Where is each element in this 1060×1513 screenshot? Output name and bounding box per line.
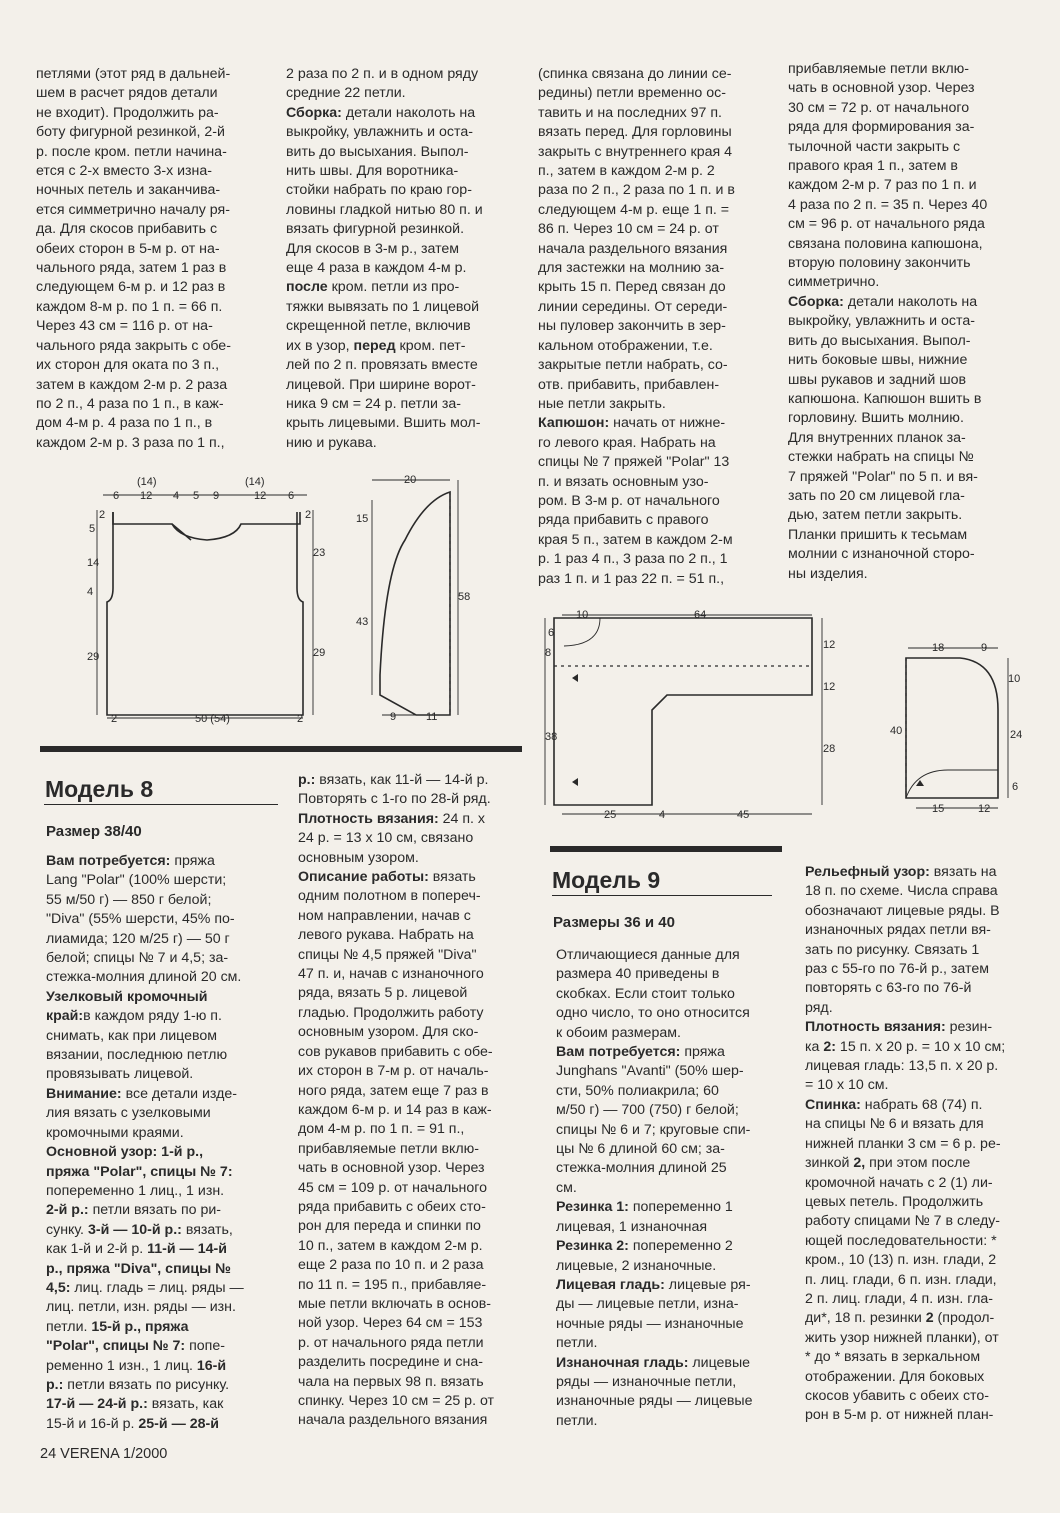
text-line: гладью. Продолжить работу: [298, 1004, 484, 1021]
text-line: правого края 1 п., затем в: [788, 158, 958, 175]
text-line: нижней планки 3 см = 6 р. ре-: [805, 1135, 1001, 1152]
dimension-label: 20: [404, 474, 417, 486]
text-line: Вам потребуется: пряжа: [556, 1044, 725, 1061]
text-line: ряда прибавить с правого: [538, 512, 709, 529]
text-line: ряда прибавить с обеих сто-: [298, 1198, 486, 1215]
text-line: Сборка: детали наколоть на: [286, 104, 476, 121]
text-line: прибавляемые петли вклю-: [298, 1140, 480, 1157]
text-line: лицевая гладь: 13,5 п. х 20 р.: [805, 1058, 999, 1075]
text-line: лицевая, 1 изнаночная: [556, 1218, 708, 1235]
text-line: основным узором. Для ско-: [298, 1024, 479, 1041]
text-line: провязывать лицевой.: [46, 1066, 194, 1083]
text-line: Для внутренних планок за-: [788, 429, 966, 446]
text-line: чального ряда закрыть с обе-: [36, 337, 231, 354]
text-line: разделить посредине и сна-: [298, 1354, 483, 1371]
text-line: попеременно 1 лиц., 1 изн.: [46, 1182, 225, 1199]
text-line: дом 4-м р. 4 раза по 1 п., в: [36, 415, 213, 432]
text-line: "Polar", спицы № 7: попе-: [46, 1338, 225, 1355]
text-line: зинкой 2, при этом после: [805, 1155, 971, 1172]
text-line: Lang "Polar" (100% шерсти;: [46, 872, 227, 889]
text-line: чального ряда, затем 1 раз в: [36, 260, 227, 277]
dimension-label: 12: [254, 490, 267, 502]
text-line: (спинка связана до линии се-: [538, 66, 732, 82]
text-line: обеих сторон в 5-м р. от на-: [36, 240, 220, 257]
model9-col-a: [556, 946, 777, 1431]
dimension-label: 10: [576, 609, 589, 621]
sleeve-pattern-diagram-model8: [350, 470, 480, 730]
top-col-3: [538, 65, 766, 589]
text-line: см = 96 р. от начального ряда: [788, 216, 985, 233]
text-line: Резинка 2: попеременно 2: [556, 1238, 733, 1255]
text-line: стойки набрать по краю гор-: [286, 182, 472, 199]
dimension-label: 9: [981, 642, 988, 654]
text-line: ные петли закрыть.: [538, 395, 666, 412]
text-line: ловины гладкой нитью 80 п. и: [286, 201, 483, 218]
text-line: дью, затем петли закрыть.: [788, 507, 963, 524]
text-line: обозначают лицевые ряды. В: [805, 902, 1000, 919]
text-line: одно число, то оно относится: [556, 1005, 750, 1022]
model9-title-underline: [552, 895, 772, 896]
text-line: цы № 6 длиной 60 см; за-: [556, 1141, 725, 1158]
dimension-label: 12: [823, 639, 836, 651]
text-line: редины) петли временно ос-: [538, 85, 726, 102]
text-line: тылочной части закрыть с: [788, 138, 961, 155]
text-line: чать в основной узор. Через: [298, 1160, 485, 1177]
text-line: вязать фигурной резинкой.: [286, 221, 465, 238]
text-line: швы рукавов и задний шов: [788, 371, 967, 388]
text-line: р.: вязать, как 11-й — 14-й р.: [298, 772, 489, 788]
text-line: по 11 п. = 195 п., прибавляе-: [298, 1276, 487, 1293]
text-line: лицевые, 2 изнаночные.: [556, 1257, 717, 1274]
text-line: го левого края. Набрать на: [538, 434, 716, 451]
dimension-label: 11: [426, 711, 438, 723]
text-line: рон в 5-м р. от нижней план-: [805, 1407, 994, 1424]
text-line: размера 40 приведены в: [556, 966, 720, 983]
dimension-label: 12: [140, 490, 153, 502]
text-line: нить боковые швы, нижние: [788, 352, 968, 369]
text-line: тавить и на последних 97 п.: [538, 104, 723, 121]
text-line: вить до высыхания. Выпол-: [286, 143, 469, 160]
text-line: чать в основной узор. Через: [788, 80, 975, 97]
dimension-label: 38: [545, 731, 558, 743]
text-line: повторять с 63-го по 76-й: [805, 980, 972, 997]
text-line: капюшона. Капюшон вшить в: [788, 390, 982, 407]
text-line: пряжа "Polar", спицы № 7:: [46, 1163, 233, 1180]
text-line: каждом 2-м р. 7 раз по 1 п. и: [788, 177, 977, 194]
top-col-4: [788, 60, 1016, 584]
text-line: 18 п. по схеме. Числа справа: [805, 883, 998, 900]
dimension-label: 12: [978, 803, 991, 815]
text-line: р. после кром. петли начина-: [36, 143, 227, 160]
text-line: сунку. 3-й — 10-й р.: вязать,: [46, 1221, 233, 1238]
text-line: р., пряжа "Diva", спицы №: [46, 1260, 231, 1277]
text-line: каждом 6-м р. и 14 раз в каж-: [298, 1101, 492, 1118]
text-line: 24 р. = 13 х 10 см, связано: [298, 830, 474, 847]
text-line: спинку. Через 10 см = 25 р. от: [298, 1393, 495, 1409]
text-line: тяжки вывязать по 1 лицевой: [286, 298, 480, 315]
text-line: рон для переда и спинки по: [298, 1218, 481, 1235]
text-line: спицы № 7 пряжей "Polar" 13: [538, 454, 730, 471]
text-line: ны пуловер закончить в зер-: [538, 318, 726, 335]
dimension-label: 64: [694, 609, 707, 621]
dimension-label: 14: [87, 557, 100, 569]
text-line: Повторять с 1-го по 28-й ряд.: [298, 791, 491, 808]
text-line: ны изделия.: [788, 565, 868, 582]
text-line: закрыть с внутреннего края 4: [538, 143, 733, 160]
text-line: ной узор. Через 64 см = 153: [298, 1315, 483, 1332]
text-line: Капюшон: начать от нижне-: [538, 415, 726, 432]
text-line: дом 4-м р. по 1 п. = 91 п.,: [298, 1121, 465, 1138]
text-line: 2 раза по 2 п. и в одном ряду: [286, 66, 479, 82]
text-line: Резинка 1: попеременно 1: [556, 1199, 733, 1216]
text-line: нию и рукава.: [286, 434, 377, 451]
text-line: каждом 2-м р. 3 раза по 1 п.,: [36, 434, 225, 451]
text-line: отв. прибавить, прибавлен-: [538, 376, 720, 393]
text-line: кромочными краями.: [46, 1124, 184, 1141]
text-line: Отличающиеся данные для: [556, 947, 740, 963]
text-line: Для скосов в 3-м р., затем: [286, 240, 460, 257]
dimension-label: 12: [823, 681, 836, 693]
dimension-label: 6: [113, 490, 120, 502]
text-line: ется симметрично началу ря-: [36, 201, 230, 218]
dimension-label: 23: [313, 547, 325, 559]
dimension-label: 4: [173, 490, 180, 502]
text-line: следующем 4-м р. еще 1 п. =: [538, 201, 730, 218]
text-line: 45 см = 109 р. от начального: [298, 1179, 487, 1196]
text-line: работу спицами № 7 в следу-: [805, 1213, 1001, 1230]
dimension-label: 2: [111, 713, 118, 725]
text-line: их сторон для оката по 3 п.,: [36, 357, 220, 374]
text-line: ди*, 18 п. резинки 2 (продол-: [805, 1310, 995, 1327]
text-line: изнаночные ряды — лицевые: [556, 1393, 753, 1410]
text-line: лиамида; 120 м/25 г) — 50 г: [46, 930, 230, 947]
text-line: ременно 1 изн., 1 лиц. 16-й: [46, 1357, 227, 1374]
dimension-label: 15: [932, 803, 945, 815]
text-line: одним полотном в попереч-: [298, 888, 481, 905]
text-line: ного ряда, затем еще 7 раз в: [298, 1082, 489, 1099]
text-line: см.: [556, 1179, 577, 1196]
text-line: Описание работы: вязать: [298, 869, 476, 886]
text-line: ника 9 см = 24 р. петли за-: [286, 395, 462, 412]
text-line: 15-й и 16-й р. 25-й — 28-й: [46, 1415, 219, 1432]
text-line: сти, 50% полиакрила; 60: [556, 1082, 719, 1099]
text-line: нить швы. Для воротника-: [286, 163, 459, 180]
dimension-label: 6: [548, 627, 555, 639]
dimension-label: 10: [1008, 673, 1021, 685]
text-line: начала раздельного вязания: [538, 240, 728, 257]
text-line: спицы № 4,5 пряжей "Diva": [298, 946, 477, 963]
text-line: сов рукавов прибавить с обе-: [298, 1043, 493, 1060]
dimension-label: 24: [1010, 729, 1023, 741]
model8-col-a: [46, 852, 269, 1434]
text-line: молнии с изнаночной сторо-: [788, 546, 975, 563]
model8-title-underline: [44, 804, 278, 805]
text-line: вить до высыхания. Выпол-: [788, 332, 971, 349]
model9-col-b: [805, 863, 1028, 1426]
dimension-label: 2: [297, 713, 304, 725]
text-line: скобках. Если стоит только: [556, 985, 735, 1002]
text-line: "Diva" (55% шерсти, 45% по-: [46, 911, 235, 928]
text-line: ды — лицевые петли, изна-: [556, 1296, 739, 1313]
text-line: скрещенной петле, включив: [286, 318, 471, 335]
text-line: Плотность вязания: резин-: [805, 1019, 993, 1036]
text-line: цевых петель. Продолжить: [805, 1193, 984, 1210]
text-line: еще 2 раза по 10 п. и 2 раза: [298, 1257, 484, 1274]
text-line: ется с 2-х вместо 3-х изна-: [36, 163, 212, 180]
text-line: вязать перед. Для горловины: [538, 124, 732, 141]
text-line: стежки набрать на спицы №: [788, 449, 974, 466]
text-line: 86 п. Через 10 см = 24 р. от: [538, 221, 719, 238]
text-line: 4 раза по 2 п. = 35 п. Через 40: [788, 196, 988, 213]
text-line: края 5 п., затем в каждом 2-м: [538, 531, 733, 548]
hood-pattern-diagram: [888, 638, 1028, 828]
text-line: Внимание: все детали изде-: [46, 1085, 237, 1102]
text-line: 7 пряжей "Polar" по 5 п. и вя-: [788, 468, 978, 485]
text-line: шем в расчет рядов детали: [36, 85, 218, 102]
text-line: чала на первых 98 п. вязать: [298, 1373, 484, 1390]
text-line: каждом 8-м р. по 1 п. = 66 п.: [36, 298, 223, 315]
text-line: левого рукава. Набрать на: [298, 927, 474, 944]
text-line: к обоим размерам.: [556, 1024, 681, 1041]
text-line: вязании, последнюю петлю: [46, 1047, 228, 1064]
text-line: 10 п., затем в каждом 2-м р.: [298, 1237, 483, 1254]
text-line: следующем 6-м р. и 12 раз в: [36, 279, 226, 296]
text-line: ночных петель и заканчива-: [36, 182, 221, 199]
text-line: Вам потребуется: пряжа: [46, 853, 215, 869]
dimension-label: 50 (54): [195, 713, 230, 725]
text-line: кальном отображении, т.е.: [538, 337, 713, 354]
dimension-label: 28: [823, 743, 836, 755]
text-line: прибавляемые петли вклю-: [788, 61, 970, 77]
text-line: 55 м/50 г) — 850 г белой;: [46, 891, 212, 908]
text-line: симметрично.: [788, 274, 880, 291]
text-line: крыть лицевыми. Вшить мол-: [286, 415, 481, 432]
text-line: м/50 г) — 700 (750) г белой;: [556, 1102, 739, 1119]
text-line: как 1-й и 2-й р. 11-й — 14-й: [46, 1241, 227, 1258]
text-line: линии середины. От середи-: [538, 298, 728, 315]
top-col-1: [36, 65, 258, 453]
text-line: да. Для скосов прибавить с: [36, 221, 218, 238]
text-line: зать по 20 см лицевой гла-: [788, 487, 965, 504]
model8-size: Размер 38/40: [46, 823, 142, 840]
dimension-label: 45: [737, 809, 750, 821]
text-line: начала раздельного вязания: [298, 1412, 488, 1429]
text-line: основным узором.: [298, 849, 419, 866]
text-line: мые петли включать в основ-: [298, 1295, 491, 1312]
text-line: 47 п. и, начав с изнаночного: [298, 966, 484, 983]
dimension-label: 8: [545, 647, 552, 659]
text-line: на спицы № 6 и вязать для: [805, 1116, 984, 1133]
text-line: закрытые петли набрать, со-: [538, 357, 728, 374]
dimension-label: 2: [305, 509, 312, 521]
text-line: боту фигурной резинкой, 2-й: [36, 124, 225, 141]
text-line: = 10 х 10 см.: [805, 1077, 889, 1094]
text-line: связана половина капюшона,: [788, 235, 983, 252]
text-line: Рельефный узор: вязать на: [805, 864, 997, 880]
text-line: снимать, как при лицевом: [46, 1027, 218, 1044]
text-line: выкройку, увлажнить и оста-: [286, 124, 473, 141]
dimension-label: 58: [458, 591, 471, 603]
text-line: р.: петли вязать по рисунку.: [46, 1376, 230, 1393]
text-line: лей по 2 п. провязать вместе: [286, 357, 478, 374]
text-line: ряда для формирования за-: [788, 119, 975, 136]
text-line: ющей последовательности: *: [805, 1232, 997, 1249]
text-line: раз 1 п. и 1 раз 22 п. = 51 п.,: [538, 570, 725, 587]
text-line: кромочной начать с 2 (1) ли-: [805, 1174, 993, 1191]
top-col-2: [286, 65, 510, 453]
vest-pattern-diagram: [85, 470, 325, 730]
text-line: белой; спицы № 7 и 4,5; за-: [46, 950, 229, 967]
dimension-label: 6: [1012, 781, 1019, 793]
model9-top-rule: [550, 846, 782, 852]
text-line: 2-й р.: петли вязать по ри-: [46, 1202, 222, 1219]
page-footer: 24 VERENA 1/2000: [40, 1446, 168, 1462]
dimension-label: 4: [659, 809, 666, 821]
dimension-label: (14): [137, 476, 157, 488]
text-line: ряд.: [805, 999, 833, 1016]
text-line: лицевой. При ширине ворот-: [286, 376, 476, 393]
dimension-label: 25: [604, 809, 617, 821]
text-line: для застежки на молнию за-: [538, 260, 725, 277]
text-line: ряда, вязать 5 р. лицевой: [298, 985, 468, 1002]
dimension-label: 6: [288, 490, 295, 502]
text-line: Плотность вязания: 24 п. х: [298, 810, 486, 827]
text-line: Спинка: набрать 68 (74) п.: [805, 1096, 983, 1113]
dimension-label: 9: [390, 711, 397, 723]
dimension-label: 9: [213, 490, 220, 502]
text-line: Через 43 см = 116 р. от на-: [36, 318, 213, 335]
text-line: после кром. петли из про-: [286, 279, 460, 296]
sleeve-pattern-diagram-model9: [542, 600, 842, 830]
text-line: ка 2: 15 п. х 20 р. = 10 х 10 см;: [805, 1038, 1006, 1055]
dimension-label: 18: [932, 642, 945, 654]
text-line: * до * вязать в зеркальном: [805, 1349, 981, 1366]
text-line: крыть 15 п. Перед связан до: [538, 279, 726, 296]
text-line: лия вязать с узелковыми: [46, 1105, 211, 1122]
text-line: раза по 2 п., 2 раза по 1 п. и в: [538, 182, 735, 199]
text-line: вторую половину закончить: [788, 255, 971, 272]
text-line: п., затем в каждом 2-м р. 2: [538, 163, 715, 180]
text-line: ряды — изнаночные петли,: [556, 1373, 737, 1390]
text-line: Изнаночная гладь: лицевые: [556, 1354, 751, 1371]
text-line: 4,5: лиц. гладь = лиц. ряды —: [46, 1279, 244, 1296]
text-line: спицы № 6 и 7; круговые спи-: [556, 1121, 751, 1138]
dimension-label: 4: [87, 586, 94, 598]
text-line: выкройку, увлажнить и оста-: [788, 313, 975, 330]
dimension-label: 29: [87, 651, 100, 663]
text-line: отображении. Для боковых: [805, 1368, 985, 1385]
text-line: Junghans "Avanti" (50% шер-: [556, 1063, 744, 1080]
text-line: ночные ряды — изнаночные: [556, 1315, 744, 1332]
model9-title: Модель 9: [552, 867, 661, 893]
text-line: петлями (этот ряд в дальней-: [36, 66, 231, 82]
text-line: петли. 15-й р., пряжа: [46, 1318, 189, 1335]
model8-top-rule: [40, 746, 522, 752]
text-line: стежка-молния длиной 25: [556, 1160, 727, 1177]
dimension-label: 5: [193, 490, 200, 502]
dimension-label: 40: [890, 725, 903, 737]
text-line: р. 1 раз 4 п., 3 раза по 2 п., 1: [538, 551, 728, 568]
text-line: Узелковый кромочный: [46, 988, 208, 1005]
text-line: п. лиц. глади, 6 п. изн. глади,: [805, 1271, 997, 1288]
text-line: кром., 10 (13) п. изн. глади, 2: [805, 1252, 997, 1269]
text-line: скосов убавить с обеих сто-: [805, 1387, 990, 1404]
text-line: Лицевая гладь: лицевые ря-: [556, 1276, 751, 1293]
model9-size: Размеры 36 и 40: [553, 914, 675, 931]
text-line: зать по рисунку. Связать 1: [805, 941, 980, 958]
text-line: п. и вязать основным узо-: [538, 473, 709, 490]
text-line: раз с 55-го по 76-й р., затем: [805, 961, 989, 978]
text-line: ром. В 3-м р. от начального: [538, 492, 720, 509]
text-line: 2 п. лиц. глади, 4 п. изн. гла-: [805, 1290, 994, 1307]
dimension-label: 43: [356, 616, 369, 628]
text-line: Основной узор: 1-й р.,: [46, 1144, 204, 1161]
text-line: петли.: [556, 1412, 598, 1429]
text-line: по 2 п., 4 раза по 1 п., в каж-: [36, 395, 224, 412]
dimension-label: 29: [313, 647, 325, 659]
dimension-label: 15: [356, 513, 369, 525]
text-line: изнаночных рядах петли вя-: [805, 922, 991, 939]
text-line: петли.: [556, 1335, 598, 1352]
text-line: стежка-молния длиной 20 см.: [46, 969, 242, 986]
text-line: затем в каждом 2-м р. 2 раза: [36, 376, 228, 393]
text-line: р. от начального ряда петли: [298, 1334, 484, 1351]
text-line: их сторон в 7-м р. от началь-: [298, 1063, 489, 1080]
text-line: Планки пришить к тесьмам: [788, 526, 968, 543]
text-line: ном направлении, начав с: [298, 907, 471, 924]
text-line: средние 22 петли.: [286, 85, 406, 102]
text-line: 30 см = 72 р. от начального: [788, 99, 970, 116]
model8-col-b: [298, 771, 520, 1431]
text-line: жить узор нижней планки), от: [805, 1329, 999, 1346]
text-line: 17-й — 24-й р.: вязать, как: [46, 1396, 224, 1413]
text-line: край:в каждом ряду 1-ю п.: [46, 1008, 222, 1025]
model8-title: Модель 8: [45, 776, 154, 802]
text-line: лиц. петли, изн. ряды — изн.: [46, 1299, 236, 1316]
dimension-label: 5: [89, 523, 96, 535]
text-line: еще 4 раза в каждом 4-м р.: [286, 260, 467, 277]
text-line: не входит). Продолжить ра-: [36, 104, 219, 121]
dimension-label: (14): [245, 476, 265, 488]
text-line: Сборка: детали наколоть на: [788, 293, 978, 310]
text-line: их в узор, перед кром. пет-: [286, 337, 466, 354]
text-line: горловину. Вшить молнию.: [788, 410, 964, 427]
dimension-label: 2: [99, 509, 106, 521]
